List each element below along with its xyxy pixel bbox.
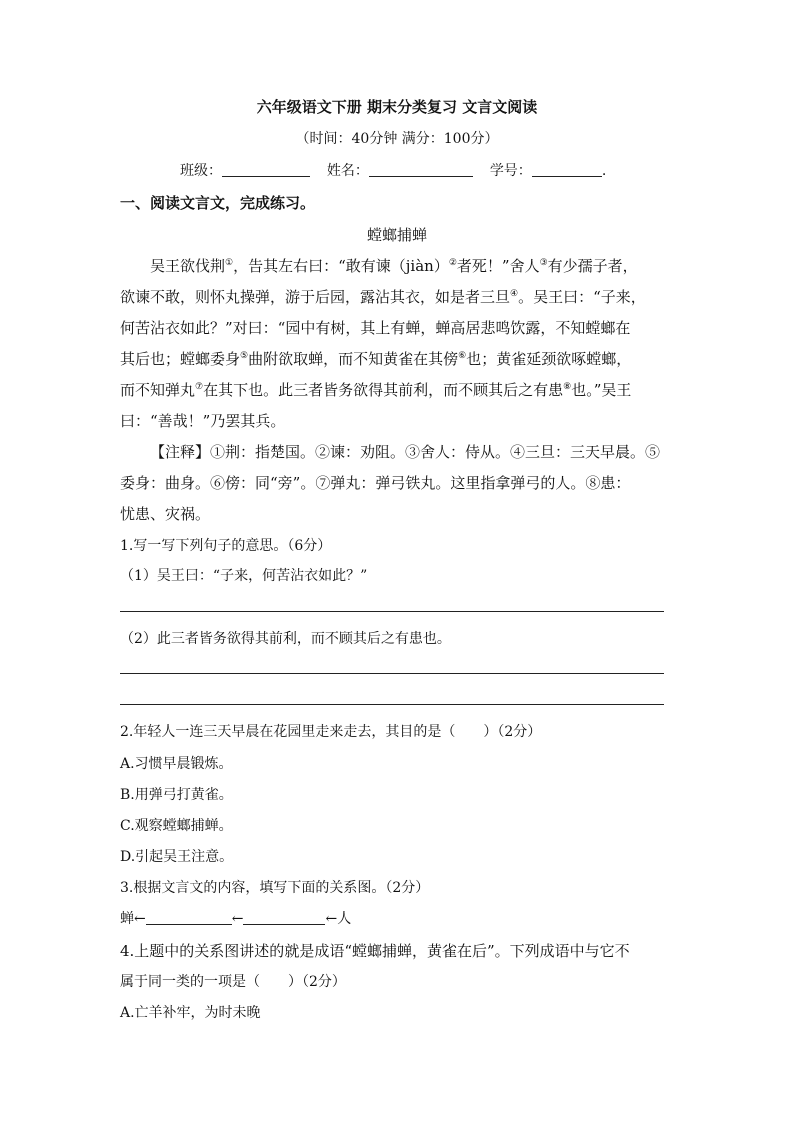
passage-line (120, 286, 646, 307)
name-label: 姓名： (326, 163, 369, 179)
note-marker: ⑧ (563, 382, 572, 392)
page-title: 六年级语文下册 期末分类复习 文言文阅读 (256, 98, 538, 116)
note-marker: ③ (539, 258, 548, 268)
passage-line (120, 410, 285, 431)
arrow-left-icon: ← (134, 911, 146, 927)
note-marker: ⑦ (195, 382, 204, 392)
arrow-left-icon: ← (325, 911, 338, 927)
notes-line: 忧患、灾祸。 (120, 505, 211, 523)
passage-text: 何苦沾衣如此？”对曰：“园中有树，其上有蝉，蝉高居悲鸣饮露，不知螳螂在 (120, 319, 631, 337)
option-d[interactable]: D.引起吴王注意。 (120, 849, 234, 865)
notes-line: 【注释】①荆：指楚国。②谏：劝阻。③舍人：侍从。④三旦：三天早晨。⑤ (150, 443, 661, 461)
question-4-stem-2: 属于同一类的一项是（ ）（2分） (120, 974, 346, 990)
passage-line (120, 348, 631, 369)
relation-end: 人 (337, 911, 352, 927)
name-blank[interactable] (369, 162, 473, 177)
notes-line: 委身：曲身。⑥傍：同“旁”。⑦弹丸：弹弓铁丸。这里指拿弹弓的人。⑧患： (120, 474, 631, 492)
id-blank[interactable] (532, 162, 602, 177)
question-1-sub-1: （1）吴王曰：“子来，何苦沾衣如此？” (120, 568, 368, 584)
passage-text: 其后也；螳螂委身 (120, 350, 241, 368)
question-4-stem: 4.上题中的关系图讲述的就是成语“螳螂捕蝉，黄雀在后”。下列成语中与它不 (120, 942, 630, 960)
relation-start: 蝉 (120, 911, 134, 927)
option-c[interactable]: C.观察螳螂捕蝉。 (120, 818, 233, 834)
passage-line (120, 317, 630, 338)
question-1-sub-2: （2）此三者皆务欲得其前利，而不顾其后之有患也。 (120, 631, 451, 647)
passage-text: 者死！”舍人 (456, 257, 540, 275)
relation-diagram (120, 908, 351, 928)
passage-line (150, 255, 638, 276)
passage-text: 曲附欲取蝉，而不知黄雀在其傍 (248, 350, 459, 368)
question-3-stem: 3.根据文言文的内容，填写下面的关系图。（2分） (120, 880, 430, 896)
class-blank[interactable] (222, 162, 310, 177)
note-marker: ① (225, 258, 234, 268)
note-marker: ② (448, 258, 457, 268)
class-label: 班级： (180, 163, 222, 179)
passage-text: 在其下也。此三者皆务欲得其前利，而不顾其后之有患 (203, 381, 564, 399)
option-a[interactable]: A.习惯早晨锻炼。 (120, 756, 233, 772)
passage-text: 也。”吴王 (571, 381, 632, 399)
passage-text: 也；黄雀延颈欲啄螳螂， (466, 350, 632, 368)
student-info (180, 160, 606, 180)
relation-blank-1[interactable] (146, 910, 232, 925)
question-2-stem: 2.年轻人一连三天早晨在花园里走来走去，其目的是（ ）（2分） (120, 724, 542, 740)
passage-text: 欲谏不敢，则怀丸操弹，游于后园，露沾其衣，如是者三旦 (120, 288, 511, 306)
answer-line[interactable] (120, 673, 664, 674)
answer-line[interactable] (120, 704, 664, 705)
passage-text: 而不知弹丸 (120, 381, 196, 399)
note-marker: ④ (510, 289, 519, 299)
relation-blank-2[interactable] (243, 910, 325, 925)
passage-text: 曰：“善哉！”乃罢其兵。 (120, 412, 286, 430)
passage-line (120, 379, 631, 400)
passage-text: 吴王欲伐荆 (150, 257, 226, 275)
question-1-stem: 1.写一写下列句子的意思。（6分） (120, 538, 332, 554)
end-mark: . (601, 163, 607, 179)
passage-text: 有少孺子者， (547, 257, 638, 275)
section-heading: 一、阅读文言文，完成练习。 (120, 194, 316, 212)
id-label: 学号： (489, 163, 532, 179)
note-marker: ⑤ (240, 351, 249, 361)
passage-text: 。吴王曰：“子来， (518, 288, 646, 306)
option-a[interactable]: A.亡羊补牢，为时未晚 (120, 1005, 261, 1021)
arrow-left-icon: ← (231, 911, 244, 927)
passage-text: ，告其左右曰：“敢有谏（jiàn） (233, 257, 449, 275)
page-subtitle: （时间：40分钟 满分：100分） (295, 131, 499, 147)
option-b[interactable]: B.用弹弓打黄雀。 (120, 787, 233, 803)
passage-title: 螳螂捕蝉 (366, 226, 427, 244)
answer-line[interactable] (120, 611, 664, 612)
note-marker: ⑥ (458, 351, 467, 361)
